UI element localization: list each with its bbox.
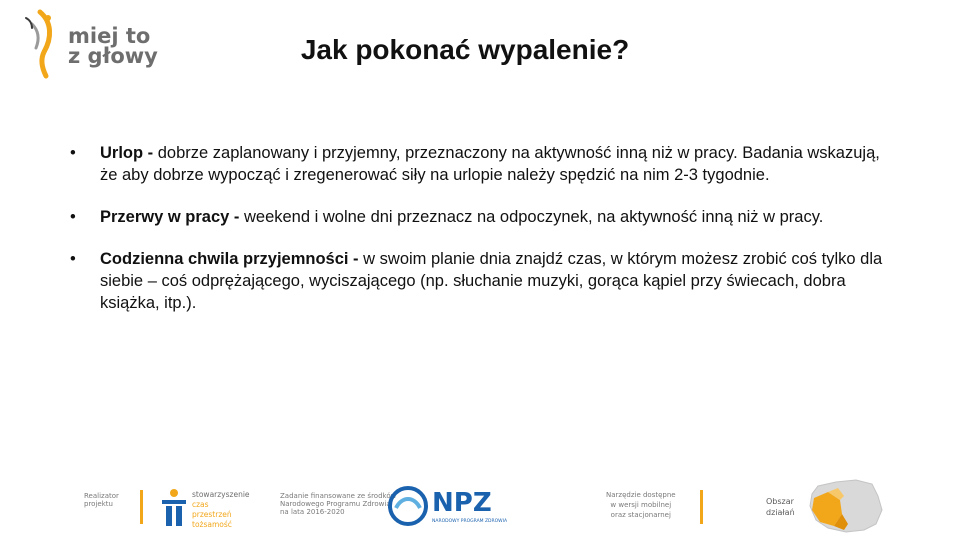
funding-line-2: Narodowego Programu Zdrowia: [280, 500, 391, 508]
poland-map-icon: [806, 478, 886, 534]
bullet-item-codzienna: [70, 248, 890, 314]
tool-line-1: Narzędzie dostępne: [606, 491, 676, 499]
bullet-text: weekend i wolne dni przeznacz na odpoczynek, na aktywność inną niż w pracy.: [239, 208, 824, 226]
org-logo-icon: [160, 488, 188, 528]
bullet-list: [70, 142, 890, 334]
org-line-1: stowarzyszenie: [192, 490, 250, 499]
divider-bar: [700, 490, 703, 524]
bullet-heading: Przerwy w pracy -: [100, 208, 240, 226]
org-line-4: tożsamość: [192, 520, 232, 529]
org-line-2: czas: [192, 500, 209, 509]
bullet-dot-icon: •: [70, 208, 76, 226]
bullet-text: dobrze zaplanowany i przyjemny, przeznaczony na aktywność inną niż w pracy. Badania wskazują, że aby dobrze wypocząć i zregenerować siły na urlopie należy spędzić na nim 2-3 tygodnie.: [100, 144, 880, 184]
bullet-heading: Codzienna chwila przyjemności -: [100, 250, 359, 268]
area-label: [766, 496, 795, 518]
divider-bar: [140, 490, 143, 524]
tool-line-3: oraz stacjonarnej: [610, 511, 671, 519]
bullet-item-przerwy: [70, 206, 890, 228]
tool-availability: [606, 490, 676, 520]
bullet-heading: Urlop -: [100, 144, 154, 162]
page-title: Jak pokonać wypalenie?: [300, 34, 630, 65]
org-line-3: przestrzeń: [192, 510, 232, 519]
funding-line-3: na lata 2016-2020: [280, 508, 345, 516]
bullet-item-urlop: [70, 142, 890, 186]
logo-line-2: z głowy: [68, 44, 158, 68]
org-name: [192, 490, 250, 530]
area-line-1: Obszar: [766, 497, 794, 506]
area-line-2: działań: [766, 508, 795, 517]
bullet-dot-icon: •: [70, 144, 76, 162]
npz-text: NPZ: [432, 488, 492, 518]
funding-line-1: Zadanie finansowane ze środków: [280, 492, 397, 500]
realizator-line-1: Realizator: [84, 492, 119, 500]
bullet-dot-icon: •: [70, 250, 76, 268]
bullet-text: w swoim planie dnia znajdź czas, w którym możesz zrobić coś tylko dla siebie – coś odprężającego, wyciszającego (np. słuchanie muzyki, gorąca kąpiel przy świecach, dobra książka, itp.).: [100, 250, 883, 312]
realizator-label: [84, 492, 119, 508]
logo-line-1: miej to: [68, 24, 151, 48]
tool-line-2: w wersji mobilnej: [610, 501, 672, 509]
npz-logo-icon: [388, 486, 428, 526]
npz-subtext: NARODOWY PROGRAM ZDROWIA: [432, 519, 508, 524]
realizator-line-2: projektu: [84, 500, 113, 508]
footer-logos: [0, 478, 960, 538]
funding-text: [280, 492, 396, 516]
